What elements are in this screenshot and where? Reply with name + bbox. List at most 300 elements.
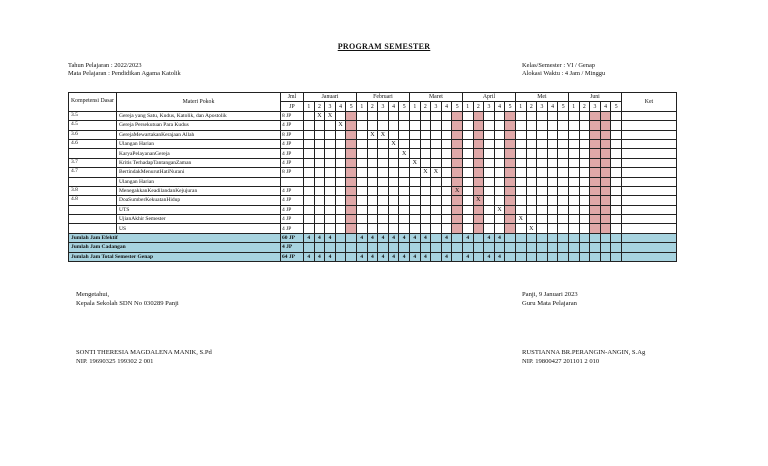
schedule-cell	[484, 158, 495, 167]
summary-week-value	[558, 243, 569, 252]
summary-week-value: 4	[420, 252, 431, 261]
summary-week-value: 4	[356, 233, 367, 242]
schedule-cell	[346, 196, 357, 205]
schedule-cell	[579, 215, 590, 224]
header-week-number: 3	[378, 102, 389, 111]
schedule-cell	[579, 205, 590, 214]
schedule-cell	[399, 196, 410, 205]
header-week-number: 4	[494, 102, 505, 111]
schedule-cell	[600, 130, 611, 139]
schedule-cell	[547, 205, 558, 214]
schedule-mark: X	[515, 215, 526, 224]
summary-jp: 60 JP	[281, 233, 304, 242]
schedule-cell	[579, 111, 590, 120]
summary-week-value	[547, 252, 558, 261]
schedule-mark: X	[378, 130, 389, 139]
schedule-cell	[388, 186, 399, 195]
schedule-cell	[590, 224, 601, 233]
schedule-cell	[462, 196, 473, 205]
summary-week-value: 4	[304, 252, 315, 261]
summary-week-value	[431, 252, 442, 261]
schedule-cell	[494, 111, 505, 120]
summary-week-value: 4	[325, 233, 336, 242]
schedule-cell	[568, 111, 579, 120]
summary-week-value: 4	[441, 252, 452, 261]
schedule-cell	[304, 177, 315, 186]
schedule-cell	[462, 168, 473, 177]
summary-week-value	[579, 252, 590, 261]
kelas-semester: Kelas/Semester : VI / Genap	[522, 62, 595, 69]
table-row	[69, 158, 677, 167]
schedule-cell	[314, 215, 325, 224]
schedule-cell	[494, 130, 505, 139]
schedule-cell	[473, 224, 484, 233]
schedule-cell	[579, 196, 590, 205]
row-materi-pokok: Kritis TerhadapTantanganZaman	[117, 158, 281, 167]
schedule-cell	[568, 186, 579, 195]
schedule-cell	[304, 196, 315, 205]
schedule-mark: X	[388, 139, 399, 148]
schedule-cell	[611, 121, 622, 130]
schedule-cell	[484, 205, 495, 214]
schedule-cell	[420, 158, 431, 167]
table-row	[69, 121, 677, 130]
summary-week-value	[515, 252, 526, 261]
schedule-cell	[356, 139, 367, 148]
summary-week-value: 4	[441, 233, 452, 242]
schedule-cell	[356, 196, 367, 205]
schedule-cell	[494, 224, 505, 233]
schedule-cell	[473, 139, 484, 148]
schedule-cell	[314, 121, 325, 130]
schedule-cell	[420, 186, 431, 195]
schedule-cell	[452, 168, 463, 177]
schedule-cell	[304, 215, 315, 224]
summary-week-value	[526, 252, 537, 261]
header-week-number: 3	[484, 102, 495, 111]
schedule-cell	[346, 224, 357, 233]
schedule-cell	[494, 121, 505, 130]
schedule-cell	[484, 196, 495, 205]
schedule-cell	[399, 215, 410, 224]
alokasi-waktu: Alokasi Waktu : 4 Jam / Minggu	[522, 70, 606, 77]
header-week-number: 5	[505, 102, 516, 111]
row-kompetensi-dasar: 3.6	[69, 130, 117, 139]
schedule-cell	[304, 224, 315, 233]
summary-week-value: 4	[388, 252, 399, 261]
schedule-cell	[356, 177, 367, 186]
schedule-cell	[325, 149, 336, 158]
row-kompetensi-dasar	[69, 177, 117, 186]
schedule-cell	[441, 130, 452, 139]
schedule-cell	[473, 149, 484, 158]
row-jp: 4 JP	[281, 186, 304, 195]
row-materi-pokok: Gereja yang Satu, Kudus, Katolik, dan Apostolik	[117, 111, 281, 120]
schedule-cell	[568, 196, 579, 205]
schedule-cell	[600, 215, 611, 224]
row-materi-pokok: Ulangan Harian	[117, 139, 281, 148]
schedule-cell	[590, 177, 601, 186]
schedule-cell	[600, 177, 611, 186]
schedule-cell	[441, 121, 452, 130]
schedule-cell	[537, 177, 548, 186]
header-kompetensi-dasar: Kompetensi Dasar	[69, 93, 117, 112]
schedule-mark: X	[325, 111, 336, 120]
schedule-cell	[335, 224, 346, 233]
schedule-cell	[431, 111, 442, 120]
schedule-cell	[600, 158, 611, 167]
row-materi-pokok: Gereja Persekutuan Para Kudus	[117, 121, 281, 130]
header-week-number: 1	[356, 102, 367, 111]
schedule-cell	[600, 186, 611, 195]
row-kompetensi-dasar: 3.7	[69, 158, 117, 167]
header-week-number: 5	[611, 102, 622, 111]
header-week-number: 4	[441, 102, 452, 111]
row-jp: 8 JP	[281, 111, 304, 120]
summary-week-value	[473, 233, 484, 242]
summary-week-value	[568, 243, 579, 252]
summary-week-value: 4	[314, 252, 325, 261]
schedule-cell	[537, 168, 548, 177]
schedule-mark: X	[452, 186, 463, 195]
schedule-cell	[356, 205, 367, 214]
row-materi-pokok: MenegakkanKeadilandanKejujuran	[117, 186, 281, 195]
schedule-cell	[441, 139, 452, 148]
schedule-cell	[590, 186, 601, 195]
schedule-cell	[590, 130, 601, 139]
summary-week-value: 4	[367, 233, 378, 242]
schedule-cell	[399, 168, 410, 177]
schedule-cell	[441, 186, 452, 195]
summary-week-value	[378, 243, 389, 252]
schedule-cell	[356, 224, 367, 233]
schedule-cell	[600, 111, 611, 120]
schedule-cell	[325, 196, 336, 205]
schedule-cell	[346, 130, 357, 139]
schedule-cell	[611, 149, 622, 158]
table-row	[69, 215, 677, 224]
header-week-number: 2	[473, 102, 484, 111]
schedule-cell	[579, 224, 590, 233]
schedule-cell	[378, 139, 389, 148]
header-week-number: 4	[547, 102, 558, 111]
schedule-cell	[399, 177, 410, 186]
schedule-cell	[473, 121, 484, 130]
signature-right-name	[522, 348, 645, 366]
schedule-cell	[484, 121, 495, 130]
header-week-number: 3	[325, 102, 336, 111]
header-month: Mei	[515, 93, 568, 102]
schedule-cell	[420, 111, 431, 120]
schedule-cell	[346, 158, 357, 167]
schedule-cell	[378, 186, 389, 195]
schedule-cell	[304, 168, 315, 177]
schedule-cell	[590, 111, 601, 120]
schedule-cell	[537, 158, 548, 167]
summary-row	[69, 233, 677, 242]
header-week-number: 1	[568, 102, 579, 111]
schedule-cell	[356, 111, 367, 120]
schedule-cell	[505, 215, 516, 224]
schedule-cell	[526, 139, 537, 148]
schedule-cell	[314, 149, 325, 158]
schedule-cell	[399, 130, 410, 139]
summary-week-value	[346, 243, 357, 252]
schedule-cell	[346, 111, 357, 120]
schedule-cell	[590, 139, 601, 148]
summary-week-value: 4	[314, 233, 325, 242]
table-row	[69, 168, 677, 177]
schedule-cell	[505, 149, 516, 158]
summary-week-value	[441, 243, 452, 252]
mata-pelajaran: Mata Pelajaran : Pendidikan Agama Katolik	[68, 70, 181, 77]
summary-week-value	[590, 233, 601, 242]
summary-week-value	[431, 233, 442, 242]
schedule-cell	[367, 139, 378, 148]
schedule-cell	[378, 215, 389, 224]
row-materi-pokok: DoaSumberKekuatanHidup	[117, 196, 281, 205]
summary-week-value	[484, 243, 495, 252]
schedule-cell	[568, 121, 579, 130]
schedule-cell	[367, 168, 378, 177]
header-week-number: 1	[304, 102, 315, 111]
schedule-cell	[378, 224, 389, 233]
summary-week-value	[335, 233, 346, 242]
schedule-cell	[431, 177, 442, 186]
header-month: Juni	[568, 93, 621, 102]
schedule-cell	[590, 196, 601, 205]
signature-left-heading	[76, 290, 179, 308]
schedule-cell	[547, 186, 558, 195]
header-week-number: 3	[590, 102, 601, 111]
schedule-cell	[388, 158, 399, 167]
row-kompetensi-dasar: 3.5	[69, 111, 117, 120]
guru-label: Guru Mata Pelajaran	[522, 300, 577, 307]
tempat-tanggal: Panji, 9 Januari 2023	[522, 291, 578, 298]
schedule-cell	[558, 121, 569, 130]
schedule-cell	[462, 158, 473, 167]
schedule-cell	[452, 215, 463, 224]
schedule-cell	[356, 121, 367, 130]
summary-week-value	[526, 233, 537, 242]
schedule-cell	[462, 205, 473, 214]
schedule-cell	[494, 196, 505, 205]
schedule-cell	[367, 205, 378, 214]
schedule-cell	[537, 111, 548, 120]
schedule-cell	[409, 215, 420, 224]
schedule-cell	[388, 224, 399, 233]
schedule-cell	[462, 224, 473, 233]
schedule-cell	[399, 224, 410, 233]
summary-week-value	[505, 252, 516, 261]
schedule-cell	[600, 224, 611, 233]
schedule-cell	[335, 186, 346, 195]
schedule-cell	[600, 168, 611, 177]
kepala-sekolah-name: SONTI THERESIA MAGDALENA MANIK, S.Pd	[76, 349, 212, 356]
schedule-cell	[547, 149, 558, 158]
schedule-cell	[367, 111, 378, 120]
summary-week-value: 4	[484, 233, 495, 242]
schedule-cell	[526, 168, 537, 177]
row-ket	[621, 215, 676, 224]
schedule-cell	[515, 121, 526, 130]
header-week-number: 1	[409, 102, 420, 111]
schedule-cell	[441, 111, 452, 120]
schedule-cell	[420, 196, 431, 205]
schedule-cell	[304, 111, 315, 120]
schedule-cell	[484, 186, 495, 195]
program-semester-table	[68, 92, 677, 262]
schedule-cell	[452, 130, 463, 139]
summary-week-value	[314, 243, 325, 252]
schedule-cell	[484, 149, 495, 158]
row-kompetensi-dasar: 4.6	[69, 139, 117, 148]
schedule-cell	[558, 111, 569, 120]
schedule-cell	[409, 139, 420, 148]
schedule-cell	[335, 215, 346, 224]
header-ket: Ket	[621, 93, 676, 112]
schedule-cell	[388, 111, 399, 120]
schedule-cell	[420, 177, 431, 186]
summary-week-value	[325, 243, 336, 252]
schedule-cell	[367, 196, 378, 205]
schedule-cell	[473, 111, 484, 120]
table-row	[69, 177, 677, 186]
schedule-cell	[568, 224, 579, 233]
schedule-cell	[325, 215, 336, 224]
schedule-cell	[388, 149, 399, 158]
schedule-cell	[452, 224, 463, 233]
schedule-cell	[431, 196, 442, 205]
summary-week-value	[600, 243, 611, 252]
summary-week-value	[590, 243, 601, 252]
schedule-mark: X	[473, 196, 484, 205]
schedule-cell	[600, 139, 611, 148]
schedule-cell	[547, 139, 558, 148]
schedule-cell	[452, 158, 463, 167]
row-ket	[621, 186, 676, 195]
schedule-cell	[356, 186, 367, 195]
schedule-cell	[314, 130, 325, 139]
schedule-cell	[409, 149, 420, 158]
summary-week-value	[568, 233, 579, 242]
schedule-cell	[611, 168, 622, 177]
schedule-cell	[547, 168, 558, 177]
schedule-cell	[505, 177, 516, 186]
schedule-cell	[367, 121, 378, 130]
schedule-cell	[367, 177, 378, 186]
schedule-cell	[452, 149, 463, 158]
row-kompetensi-dasar	[69, 205, 117, 214]
schedule-cell	[304, 205, 315, 214]
summary-label: Jumlah Jam Total Semester Genap	[69, 252, 281, 261]
schedule-cell	[335, 111, 346, 120]
schedule-cell	[409, 186, 420, 195]
summary-week-value: 4	[388, 233, 399, 242]
schedule-cell	[314, 224, 325, 233]
schedule-mark: X	[409, 158, 420, 167]
schedule-cell	[505, 186, 516, 195]
schedule-cell	[579, 158, 590, 167]
schedule-cell	[431, 121, 442, 130]
schedule-cell	[335, 205, 346, 214]
summary-week-value	[367, 243, 378, 252]
schedule-cell	[537, 224, 548, 233]
schedule-cell	[441, 224, 452, 233]
summary-week-value	[600, 252, 611, 261]
schedule-cell	[409, 205, 420, 214]
schedule-cell	[325, 224, 336, 233]
schedule-cell	[568, 168, 579, 177]
schedule-cell	[590, 158, 601, 167]
schedule-cell	[431, 215, 442, 224]
schedule-cell	[611, 205, 622, 214]
schedule-cell	[431, 149, 442, 158]
schedule-cell	[494, 177, 505, 186]
summary-ket	[621, 243, 676, 252]
schedule-cell	[356, 130, 367, 139]
schedule-cell	[462, 177, 473, 186]
schedule-cell	[431, 205, 442, 214]
summary-week-value	[473, 243, 484, 252]
table-row	[69, 130, 677, 139]
mengetahui-label: Mengetahui,	[76, 291, 110, 298]
schedule-cell	[537, 215, 548, 224]
schedule-cell	[346, 139, 357, 148]
schedule-cell	[526, 205, 537, 214]
schedule-cell	[335, 139, 346, 148]
summary-week-value: 4	[367, 252, 378, 261]
schedule-cell	[325, 177, 336, 186]
schedule-cell	[515, 205, 526, 214]
schedule-cell	[409, 224, 420, 233]
table-row	[69, 196, 677, 205]
schedule-cell	[399, 205, 410, 214]
schedule-cell	[568, 177, 579, 186]
summary-week-value	[558, 252, 569, 261]
summary-week-value	[537, 233, 548, 242]
schedule-cell	[388, 196, 399, 205]
summary-week-value	[537, 252, 548, 261]
header-week-number: 2	[314, 102, 325, 111]
summary-week-value: 4	[409, 252, 420, 261]
schedule-cell	[494, 186, 505, 195]
summary-week-value	[526, 243, 537, 252]
schedule-cell	[611, 224, 622, 233]
summary-week-value	[452, 243, 463, 252]
schedule-cell	[378, 168, 389, 177]
header-jml: Jml	[281, 93, 304, 102]
row-ket	[621, 224, 676, 233]
schedule-cell	[314, 177, 325, 186]
schedule-cell	[335, 177, 346, 186]
schedule-cell	[452, 196, 463, 205]
summary-row	[69, 243, 677, 252]
row-ket	[621, 205, 676, 214]
summary-week-value	[547, 243, 558, 252]
row-jp	[281, 177, 304, 186]
schedule-cell	[378, 149, 389, 158]
schedule-cell	[473, 130, 484, 139]
summary-week-value: 4	[462, 233, 473, 242]
schedule-cell	[378, 205, 389, 214]
schedule-cell	[420, 224, 431, 233]
schedule-cell	[515, 196, 526, 205]
schedule-cell	[579, 186, 590, 195]
schedule-cell	[600, 121, 611, 130]
schedule-cell	[590, 168, 601, 177]
summary-week-value: 4	[325, 252, 336, 261]
